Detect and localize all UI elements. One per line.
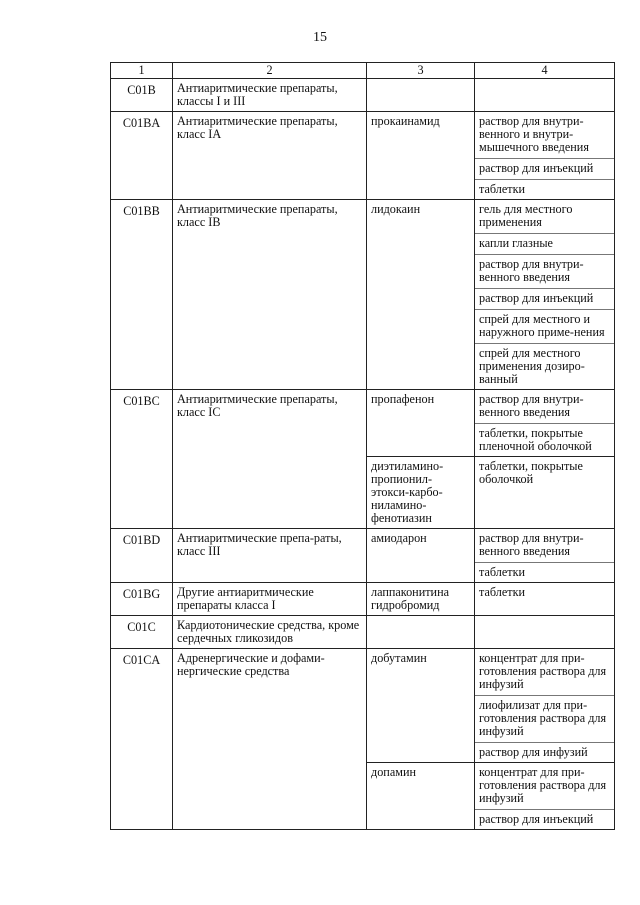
column-header: 4 — [475, 63, 615, 79]
dosage-forms-cell — [475, 390, 615, 457]
dosage-forms-cell — [475, 616, 615, 649]
atc-code-cell: C01B — [111, 79, 173, 112]
drug-name-cell: лидокаин — [367, 200, 475, 390]
dosage-form: раствор для внутри-венного введения — [479, 392, 584, 419]
table-row — [111, 616, 615, 649]
group-name-cell: Антиаритмические препараты, классы I и III — [173, 79, 367, 112]
table-row — [111, 583, 615, 616]
drug-table — [110, 62, 615, 830]
dosage-form: таблетки — [475, 179, 614, 196]
group-name-cell: Антиаритмические препараты, класс IC — [173, 390, 367, 529]
atc-code-cell: C01CA — [111, 649, 173, 830]
group-name-cell: Антиаритмические препараты, класс IB — [173, 200, 367, 390]
dosage-form: раствор для внутри-венного введения — [479, 531, 584, 558]
atc-code-cell: C01BD — [111, 529, 173, 583]
table-row — [111, 112, 615, 200]
dosage-form: раствор для инфузий — [475, 742, 614, 759]
drug-name-cell: амиодарон — [367, 529, 475, 583]
dosage-forms-cell — [475, 529, 615, 583]
column-header: 3 — [367, 63, 475, 79]
dosage-form: раствор для инъекций — [475, 288, 614, 309]
dosage-form: капли глазные — [475, 233, 614, 254]
dosage-form: таблетки — [475, 562, 614, 579]
dosage-form: гель для местного применения — [479, 202, 573, 229]
group-name-cell: Антиаритмические препа-раты, класс III — [173, 529, 367, 583]
dosage-forms-cell — [475, 200, 615, 390]
atc-code-cell: C01BG — [111, 583, 173, 616]
drug-name-cell: прокаинамид — [367, 112, 475, 200]
drug-name-cell: диэтиламино-пропионил-этокси-карбо-ниламино-фенотиазин — [367, 457, 475, 529]
table-row — [111, 390, 615, 457]
drug-name-cell — [367, 616, 475, 649]
table-row — [111, 649, 615, 763]
group-name-cell: Антиаритмические препараты, класс IA — [173, 112, 367, 200]
atc-code-cell: C01BB — [111, 200, 173, 390]
column-header: 2 — [173, 63, 367, 79]
group-name-cell: Адренергические и дофами-нергические средства — [173, 649, 367, 830]
dosage-forms-cell — [475, 649, 615, 763]
dosage-form: концентрат для при-готовления раствора для инфузий — [479, 651, 607, 691]
table-header-row — [111, 63, 615, 79]
dosage-form: раствор для внутри-венного введения — [475, 254, 614, 288]
drug-name-cell: пропафенон — [367, 390, 475, 457]
dosage-form: спрей для местного и наружного приме-нения — [475, 309, 614, 343]
dosage-forms-cell — [475, 763, 615, 830]
atc-code-cell: C01BA — [111, 112, 173, 200]
table-row — [111, 200, 615, 390]
dosage-form: таблетки, покрытые пленочной оболочкой — [475, 423, 614, 453]
atc-code-cell: C01C — [111, 616, 173, 649]
dosage-form: лиофилизат для при-готовления раствора для инфузий — [475, 695, 614, 742]
dosage-form: раствор для инъекций — [475, 809, 614, 826]
dosage-form: раствор для внутри-венного и внутри-мышечного введения — [479, 114, 589, 154]
drug-name-cell: допамин — [367, 763, 475, 830]
dosage-form: концентрат для при-готовления раствора для инфузий — [479, 765, 607, 805]
dosage-forms-cell — [475, 79, 615, 112]
column-header: 1 — [111, 63, 173, 79]
table-row — [111, 529, 615, 583]
dosage-form: таблетки, покрытые оболочкой — [479, 459, 583, 486]
table-row — [111, 79, 615, 112]
page-number: 15 — [313, 30, 327, 45]
group-name-cell: Другие антиаритмические препараты класса I — [173, 583, 367, 616]
dosage-forms-cell — [475, 583, 615, 616]
atc-code-cell: C01BC — [111, 390, 173, 529]
dosage-form: таблетки — [479, 585, 526, 599]
drug-name-cell — [367, 79, 475, 112]
dosage-forms-cell — [475, 112, 615, 200]
group-name-cell: Кардиотонические средства, кроме сердечных гликозидов — [173, 616, 367, 649]
dosage-forms-cell — [475, 457, 615, 529]
drug-name-cell: добутамин — [367, 649, 475, 763]
dosage-form: раствор для инъекций — [475, 158, 614, 179]
drug-name-cell: лаппаконитина гидробромид — [367, 583, 475, 616]
dosage-form: спрей для местного применения дозиро-ванный — [475, 343, 614, 386]
